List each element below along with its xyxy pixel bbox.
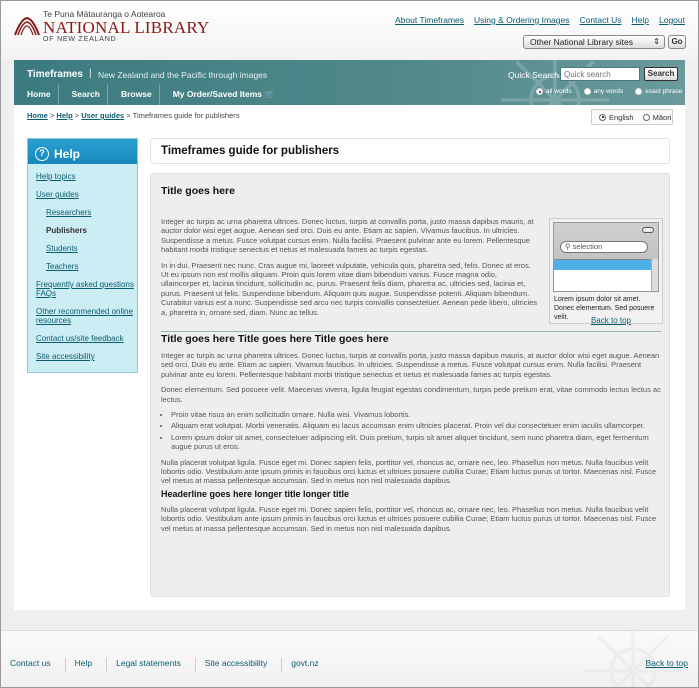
- banner-separator: |: [89, 68, 92, 79]
- teachers-link[interactable]: Teachers: [46, 262, 79, 271]
- image-scrollbar: [651, 259, 658, 292]
- cart-icon: 🛒: [264, 89, 275, 99]
- footer-back-to-top-link[interactable]: Back to top: [645, 658, 688, 668]
- top-links: [385, 15, 685, 25]
- help-sidebar-header: [28, 139, 137, 164]
- help-topics-link[interactable]: Help topics: [36, 172, 76, 181]
- help-item-resources: [36, 307, 137, 325]
- language-switch: [591, 109, 673, 125]
- help-item-contact: [36, 334, 137, 343]
- national-library-logo[interactable]: [13, 9, 210, 45]
- nav-search[interactable]: Search: [59, 84, 108, 105]
- content-area: [14, 60, 685, 610]
- nav-my-order[interactable]: [160, 84, 282, 105]
- section-one-title: Title goes here: [161, 185, 235, 197]
- radio-exact-phrase[interactable]: [635, 88, 682, 95]
- breadcrumb-sep: >: [49, 111, 55, 120]
- site-accessibility-link[interactable]: Site accessibility: [36, 352, 95, 361]
- breadcrumb-current: Timeframes guide for publishers: [132, 111, 240, 120]
- radio-dot: [536, 88, 543, 95]
- paragraph: Integer ac turpis ac urna pharetra ultrices. Donec luctus, turpis at convallis porta, justo massa dapibus mauris, at auctor dolor wisi eget augue. Aenean sed orci. Duis eu ante. Etiam ac sapien. Vivamus faucibus. In ultricies. Suspendisse a metus. Fusce volutpat cursus enim. Nulla facilisi. Praesent pulvinar ante eu lorem. Pellentesque habitant morbi tristique senectus et netus et malesuada fames ac turpis egestas.: [161, 217, 534, 255]
- section-two: [161, 333, 661, 533]
- magnifier-icon: ⚲: [565, 242, 571, 251]
- example-image: [549, 218, 663, 324]
- quick-search-label: Quick Search: [508, 70, 560, 80]
- site-header: [1, 1, 698, 59]
- faq-link[interactable]: Frequently asked questions FAQs: [36, 280, 134, 298]
- radio-all-words[interactable]: [536, 88, 572, 95]
- paragraph: Nulla placerat volutpat ligula. Fusce eget mi. Donec sapien felis, porttitor vel, rhoncus ac, ornare nec, leo. Phasellus non metus. Nulla faucibus velit lobortis odio. Vestibulum ante ipsum primis in faucibus orci luctus et ultrices posuere cubilia Curae; Etiam luctus purus ut tortor. Maecenas nisl. Fusce vel metus at massa pellentesque accumsan. Sed in metus non nisl malesuada dapibus.: [161, 504, 657, 533]
- search-mode-options: [536, 88, 685, 95]
- students-link[interactable]: Students: [46, 244, 78, 253]
- footer-help-link[interactable]: Help: [66, 658, 107, 672]
- list-item: • Lorem ipsum dolor sit amet, consectetuer adipiscing elit. Duis pretium, turpis sit amet aliquet tincidunt, sem nunc pharetra diam, eget fermentum augue purus ut eros.: [171, 433, 661, 452]
- radio-dot: [643, 114, 650, 121]
- main-nav: [14, 84, 282, 105]
- contact-feedback-link[interactable]: Contact us/site feedback: [36, 334, 124, 343]
- library-sites-value: Other National Library sites: [530, 37, 633, 47]
- quick-search-input[interactable]: [560, 67, 640, 81]
- footer-govt-link[interactable]: govt.nz: [291, 658, 319, 668]
- radio-exact-phrase-label: exact phrase: [645, 88, 683, 95]
- select-arrows-icon: ⇕: [653, 37, 660, 46]
- image-screenshot: [553, 222, 659, 292]
- footer-legal-link[interactable]: Legal statements: [107, 658, 196, 672]
- footer-accessibility-link[interactable]: Site accessibility: [196, 658, 282, 672]
- lang-english[interactable]: [599, 113, 634, 122]
- library-logo-icon: [13, 15, 41, 39]
- library-sites-select[interactable]: [523, 35, 665, 49]
- nav-my-order-label: My Order/Saved Items: [172, 89, 262, 99]
- help-link[interactable]: Help: [631, 15, 649, 25]
- image-list-highlight: [554, 260, 659, 270]
- footer-links: [1, 658, 333, 672]
- contact-us-link[interactable]: Contact Us: [579, 15, 622, 25]
- paragraph: In in dui. Praesent nec nunc. Cras augue mi, laoreet vulputate, vehicula quis, pharetra sed, felis. Donec at eros. Ut eu ipsum non est mollis aliquam. Proin quis lorem vitae diam bibendum varius. Fusce magna odio, ullamcorper et, lacinia tincidunt, sollicitudin ac, purus. Praesent felis diam, pharetra ac, ultricies sed, lacinia et, purus. Praesent ut felis. Suspendisse bibendum. Aliquam quis augue. Suspendisse potenti. Aliquam bibendum. Curabitur varius est a nunc. Suspendisse sed arcu nec turpis convallis consectetuer. Aenean pede libero, ultricies a, pharetra in, ornare sed, diam. Nunc ac tellus.: [161, 260, 538, 317]
- banner-subtitle: New Zealand and the Pacific through images: [98, 70, 268, 80]
- using-ordering-link[interactable]: Using & Ordering Images: [474, 15, 570, 25]
- help-item-teachers: [36, 262, 137, 271]
- page-title: Timeframes guide for publishers: [150, 138, 670, 164]
- breadcrumb-sep: >: [74, 111, 80, 120]
- radio-all-words-label: all words: [546, 88, 572, 95]
- breadcrumb-sep: >: [126, 111, 131, 120]
- subheading: Headerline goes here longer title longer title: [161, 488, 350, 499]
- breadcrumb: [27, 111, 240, 120]
- radio-dot: [584, 88, 591, 95]
- breadcrumb-user-guides[interactable]: User guides: [81, 111, 125, 120]
- lang-maori-label: Māori: [652, 112, 672, 122]
- back-to-top-link[interactable]: Back to top: [590, 316, 631, 325]
- paragraph: Donec elementum. Sed posuere velit. Maecenas viverra, ligula feugiat egestas condimentum, turpis pede pretium erat, vitae commodo lectus lectus ac lectus.: [161, 385, 661, 404]
- quick-search-button[interactable]: Search: [644, 67, 678, 81]
- radio-any-words-label: any words: [593, 88, 624, 95]
- user-guides-link[interactable]: User guides: [36, 190, 79, 199]
- radio-any-words[interactable]: [584, 88, 624, 95]
- researchers-link[interactable]: Researchers: [46, 208, 92, 217]
- help-item-researchers: [36, 208, 137, 217]
- breadcrumb-help[interactable]: Help: [56, 111, 73, 120]
- radio-dot: [635, 88, 642, 95]
- paragraph: Integer ac turpis ac urna pharetra ultrices. Donec luctus, turpis at convallis porta, justo massa dapibus mauris, at auctor dolor wisi eget augue. Aenean sed orci. Duis eu ante. Etiam ac sapien. Vivamus faucibus. In ultricies. Suspendisse a metus. Fusce volutpat cursus enim. Nulla facilisi. Praesent pulvinar ante eu lorem. Pellentesque habitant morbi tristique senectus et netus et malesuada fames ac turpis egestas.: [161, 351, 660, 379]
- help-question-icon: ?: [35, 147, 49, 161]
- radio-dot: [599, 114, 606, 121]
- logout-link[interactable]: Logout: [659, 15, 685, 25]
- image-list: [554, 259, 659, 292]
- logo-maori-text: Te Puna Mātauranga o Aotearoa: [43, 9, 166, 19]
- help-sidebar-title: Help: [54, 147, 81, 161]
- paragraph: Nulla placerat volutpat ligula. Fusce eget mi. Donec sapien felis, porttitor vel, rhoncus ac, ornare nec, leo. Phasellus non metus. Nulla faucibus velit lobortis odio. Vestibulum ante ipsum primis in faucibus orci luctus et ultrices posuere cubilia Curae; Etiam luctus purus ut tortor. Maecenas nisl. Fusce vel metus at massa pellentesque accumsan. Sed in metus non nisl malesuada dapibus.: [161, 457, 657, 486]
- list-item: • Aliquam erat volutpat. Morbi venenatis. Aliquam eu lacus accumsan enim ultricies placerat. Proin vel dui consectetuer enim iaculis ullamcorper.: [171, 421, 661, 430]
- help-item-user-guides: [36, 190, 137, 199]
- help-item-topics: [36, 172, 137, 181]
- image-search-field: [560, 241, 648, 253]
- banner-title[interactable]: Timeframes: [27, 69, 83, 80]
- main-content: [150, 173, 670, 597]
- breadcrumb-home[interactable]: Home: [27, 111, 48, 120]
- section-one: [161, 185, 659, 326]
- nav-home[interactable]: Home: [14, 84, 59, 105]
- section-one-text: [161, 217, 538, 323]
- help-item-publishers: Publishers: [46, 226, 87, 235]
- nav-browse[interactable]: Browse: [108, 84, 160, 105]
- help-item-accessibility: [36, 352, 137, 361]
- lang-english-label: English: [609, 112, 634, 122]
- bullet-list: [161, 410, 661, 452]
- image-caption: Lorem ipsum dolor sit amet. Donec elementum. Sed posuere velit.: [554, 296, 655, 321]
- list-item: • Proin vitae risus an enim sollicitudin ornare. Nulla wisi. Vivamus lobortis.: [171, 410, 661, 419]
- section-divider: [161, 331, 661, 332]
- section-two-title: Title goes here Title goes here Title goes here: [161, 333, 389, 345]
- footer-contact-link[interactable]: Contact us: [1, 658, 66, 672]
- help-item-faq: [36, 280, 137, 298]
- site-footer: [1, 630, 698, 687]
- help-sidebar: [27, 138, 138, 373]
- image-search-text: selection: [572, 242, 603, 251]
- timeframes-banner: [14, 60, 685, 105]
- help-menu: [28, 164, 137, 361]
- lang-maori[interactable]: [643, 113, 672, 122]
- pill-icon: [642, 227, 654, 233]
- about-timeframes-link[interactable]: About Timeframes: [395, 15, 465, 25]
- go-button[interactable]: Go: [668, 35, 686, 49]
- logo-subtitle: OF NEW ZEALAND: [43, 36, 117, 43]
- resources-link[interactable]: Other recommended online resources: [36, 307, 133, 325]
- logo-title: NATIONAL LIBRARY: [43, 18, 210, 37]
- help-item-students: [36, 244, 137, 253]
